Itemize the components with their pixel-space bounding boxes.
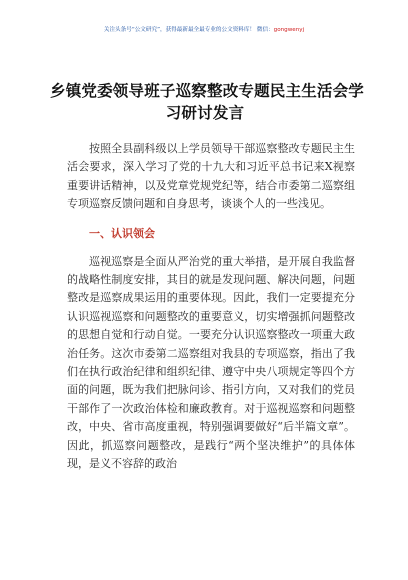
promo-banner bbox=[50, 26, 358, 34]
document-title bbox=[50, 80, 365, 124]
section-paragraph: 巡视巡察是全面从严治党的重大举措，是开展自我监督的战略性制度安排，其目的就是发现问题、解决问题，问题整改是巡察成果运用的重要体现。因此，我们一定要提充分认识巡视巡察和问题整改的重要意义，切实增强抓问题整改的思想自觉和行动自觉。一要充分认识巡察整改一项重大政治任务。这次市委第二巡察组对我县的专项巡察，指出了我们在执行政治纪律和组织纪律、遵守中央八项规定等四个方面的问题，既为我们把脉问诊、指引方向，又对我们的党员干部作了一次政治体检和廉政教育。对于巡视巡察和问题整改，中央、省市高度重视，特别强调要做好“后半篇文章”。因此，抓巡察问题整改，是践行“两个坚决维护”的具体体现，是义不容辞的政治 bbox=[67, 254, 355, 471]
banner-wechat-id: gongwenyj bbox=[273, 27, 305, 33]
document-title-line-1: 乡镇党委领导班子巡察整改专题民主生活会学 bbox=[50, 82, 365, 100]
section-heading: 一、认识领会 bbox=[89, 226, 155, 240]
intro-paragraph: 按照全县副科级以上学员领导干部巡察整改专题民主生活会要求，深入学习了党的十九大和习近平总书记来X视察重要讲话精神，以及党章党规党纪等，结合市委第二巡察组专项巡察反馈问题和自身思考，谈谈个人的一些浅见。 bbox=[67, 142, 355, 211]
document-body bbox=[67, 140, 355, 474]
banner-text: 关注头条号“公文研究”，获得最新最全最专业的公文资料库！ 微信： bbox=[103, 27, 274, 33]
document-title-line-2: 习研讨发言 bbox=[165, 104, 245, 122]
